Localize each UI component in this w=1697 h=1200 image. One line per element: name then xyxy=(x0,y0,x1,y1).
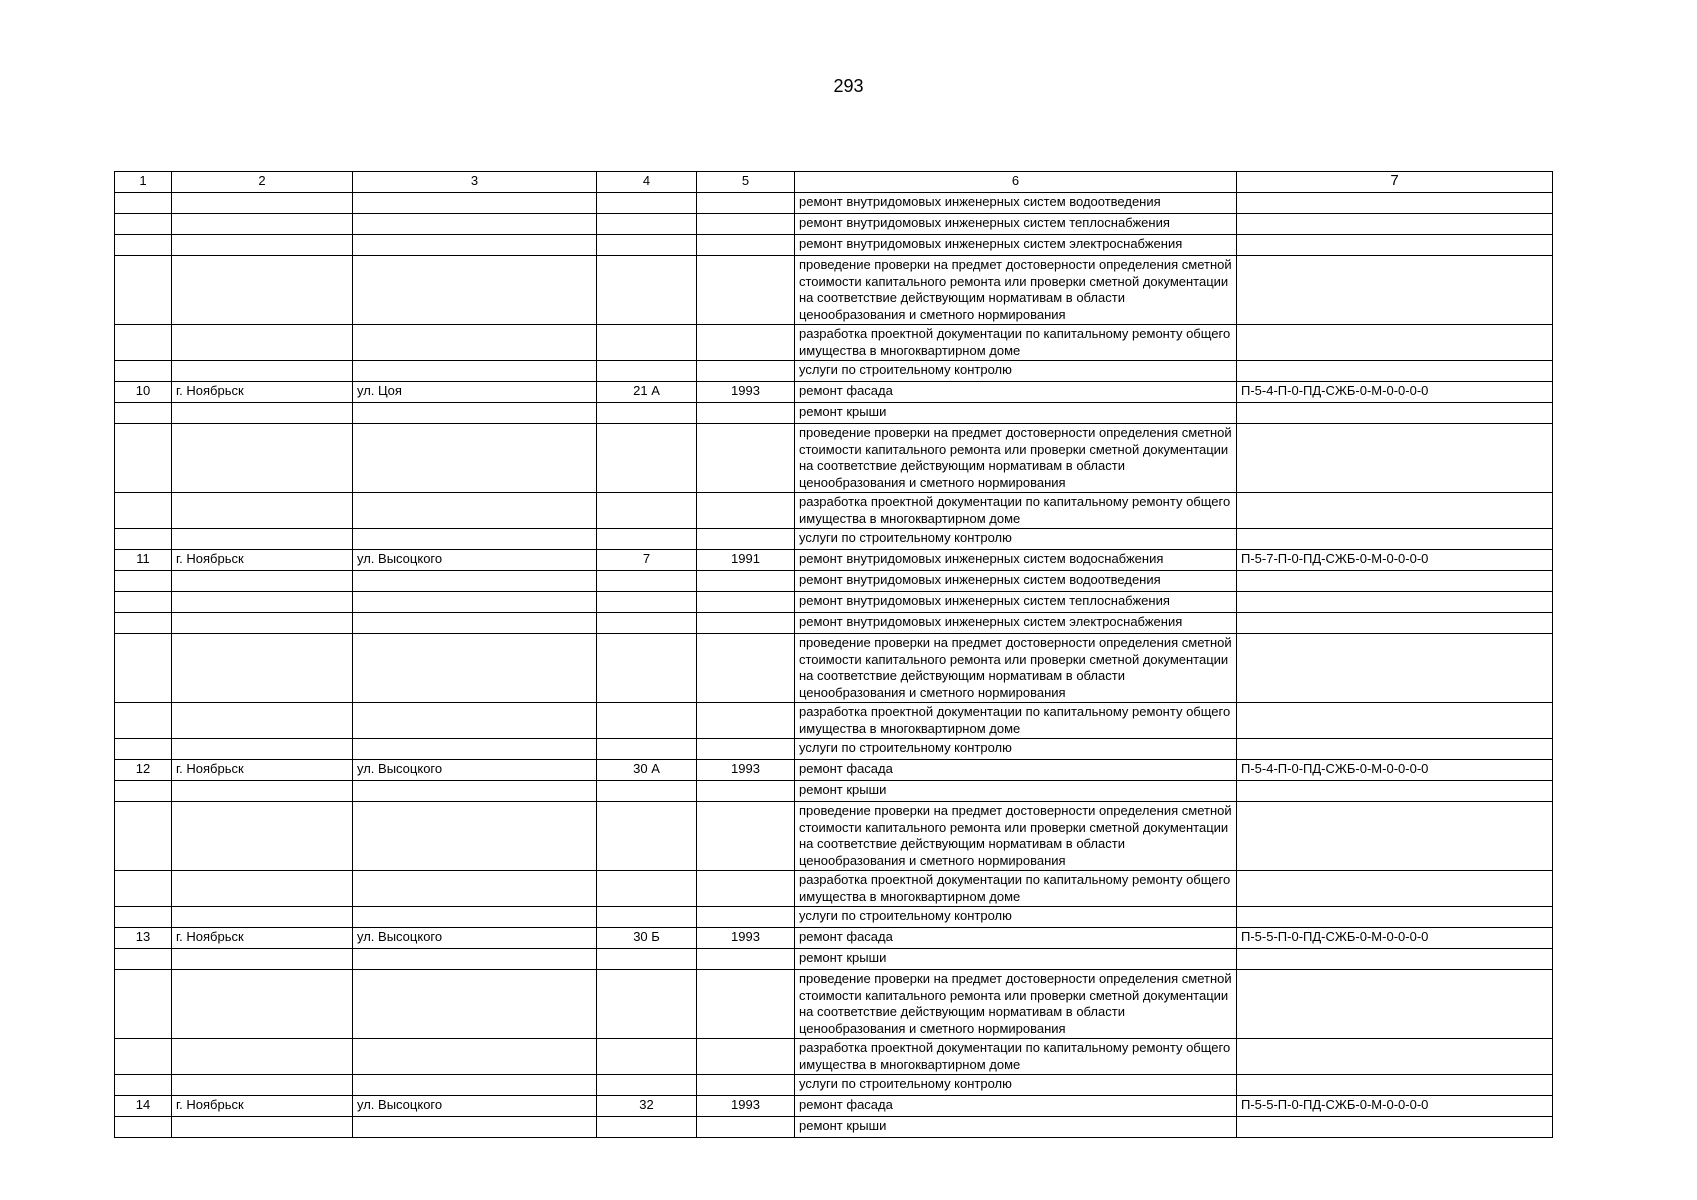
row-number-cell xyxy=(115,235,172,256)
city-cell xyxy=(172,325,353,361)
table-row xyxy=(115,1096,1553,1117)
city-cell: г. Ноябрьск xyxy=(172,1096,353,1117)
city-cell xyxy=(172,235,353,256)
work-type-cell: услуги по строительному контролю xyxy=(795,739,1237,760)
row-number-cell xyxy=(115,1075,172,1096)
column-header: 4 xyxy=(597,172,697,193)
table-row xyxy=(115,1117,1553,1138)
year-cell xyxy=(697,1117,795,1138)
house-number-cell xyxy=(597,781,697,802)
table-row xyxy=(115,970,1553,1039)
street-cell xyxy=(353,214,597,235)
house-number-cell xyxy=(597,634,697,703)
city-cell xyxy=(172,592,353,613)
work-type-cell: ремонт фасада xyxy=(795,760,1237,781)
object-code-cell xyxy=(1237,592,1553,613)
object-code-cell xyxy=(1237,1039,1553,1075)
row-number-cell xyxy=(115,571,172,592)
city-cell xyxy=(172,403,353,424)
house-number-cell xyxy=(597,613,697,634)
object-code-cell xyxy=(1237,871,1553,907)
street-cell xyxy=(353,1117,597,1138)
row-number-cell xyxy=(115,970,172,1039)
house-number-cell xyxy=(597,703,697,739)
city-cell xyxy=(172,361,353,382)
row-number-cell xyxy=(115,403,172,424)
object-code-cell xyxy=(1237,703,1553,739)
table-row xyxy=(115,1039,1553,1075)
house-number-cell: 30 Б xyxy=(597,928,697,949)
work-type-cell: ремонт внутридомовых инженерных систем водоотведения xyxy=(795,193,1237,214)
year-cell xyxy=(697,325,795,361)
table-body xyxy=(115,172,1553,1138)
year-cell xyxy=(697,949,795,970)
object-code-cell: П-5-4-П-0-ПД-СЖБ-0-М-0-0-0-0 xyxy=(1237,382,1553,403)
row-number-cell xyxy=(115,871,172,907)
table-row xyxy=(115,325,1553,361)
work-type-cell: ремонт крыши xyxy=(795,949,1237,970)
house-number-cell: 21 А xyxy=(597,382,697,403)
row-number-cell xyxy=(115,1039,172,1075)
work-type-cell: разработка проектной документации по капитальному ремонту общего имущества в многоквартирном доме xyxy=(795,493,1237,529)
row-number-cell xyxy=(115,214,172,235)
house-number-cell: 30 А xyxy=(597,760,697,781)
object-code-cell xyxy=(1237,802,1553,871)
house-number-cell xyxy=(597,739,697,760)
year-cell xyxy=(697,256,795,325)
work-type-cell: услуги по строительному контролю xyxy=(795,361,1237,382)
object-code-cell xyxy=(1237,193,1553,214)
row-number-cell xyxy=(115,802,172,871)
work-type-cell: ремонт внутридомовых инженерных систем электроснабжения xyxy=(795,613,1237,634)
row-number-cell xyxy=(115,739,172,760)
house-number-cell xyxy=(597,1039,697,1075)
row-number-cell xyxy=(115,493,172,529)
city-cell xyxy=(172,193,353,214)
street-cell xyxy=(353,949,597,970)
table-row xyxy=(115,550,1553,571)
column-header: 2 xyxy=(172,172,353,193)
year-cell xyxy=(697,613,795,634)
street-cell xyxy=(353,739,597,760)
table-row xyxy=(115,235,1553,256)
table-row xyxy=(115,256,1553,325)
year-cell xyxy=(697,571,795,592)
house-number-cell xyxy=(597,256,697,325)
object-code-cell xyxy=(1237,613,1553,634)
work-type-cell: ремонт внутридомовых инженерных систем теплоснабжения xyxy=(795,592,1237,613)
column-header: 7 xyxy=(1237,172,1553,193)
city-cell xyxy=(172,571,353,592)
house-number-cell xyxy=(597,970,697,1039)
table-row xyxy=(115,1075,1553,1096)
year-cell xyxy=(697,235,795,256)
table-row xyxy=(115,907,1553,928)
house-number-cell xyxy=(597,193,697,214)
street-cell xyxy=(353,871,597,907)
table-row xyxy=(115,781,1553,802)
object-code-cell: П-5-4-П-0-ПД-СЖБ-0-М-0-0-0-0 xyxy=(1237,760,1553,781)
column-header: 1 xyxy=(115,172,172,193)
object-code-cell xyxy=(1237,949,1553,970)
street-cell xyxy=(353,361,597,382)
house-number-cell xyxy=(597,571,697,592)
city-cell: г. Ноябрьск xyxy=(172,928,353,949)
object-code-cell xyxy=(1237,571,1553,592)
city-cell xyxy=(172,634,353,703)
object-code-cell xyxy=(1237,634,1553,703)
row-number-cell: 13 xyxy=(115,928,172,949)
house-number-cell: 7 xyxy=(597,550,697,571)
city-cell xyxy=(172,781,353,802)
object-code-cell xyxy=(1237,970,1553,1039)
work-type-cell: проведение проверки на предмет достоверности определения сметной стоимости капитального ремонта или проверки сметной документации на соответствие действующим нормативам в области ценообразования и сметного нормирования xyxy=(795,424,1237,493)
object-code-cell: П-5-5-П-0-ПД-СЖБ-0-М-0-0-0-0 xyxy=(1237,1096,1553,1117)
object-code-cell xyxy=(1237,781,1553,802)
work-type-cell: ремонт внутридомовых инженерных систем теплоснабжения xyxy=(795,214,1237,235)
house-number-cell xyxy=(597,871,697,907)
year-cell xyxy=(697,592,795,613)
street-cell xyxy=(353,424,597,493)
work-type-cell: услуги по строительному контролю xyxy=(795,907,1237,928)
city-cell xyxy=(172,949,353,970)
house-number-cell xyxy=(597,529,697,550)
year-cell xyxy=(697,907,795,928)
repair-works-table xyxy=(114,171,1553,1138)
year-cell xyxy=(697,781,795,802)
object-code-cell xyxy=(1237,214,1553,235)
city-cell xyxy=(172,256,353,325)
year-cell xyxy=(697,1039,795,1075)
house-number-cell xyxy=(597,235,697,256)
work-type-cell: разработка проектной документации по капитальному ремонту общего имущества в многоквартирном доме xyxy=(795,325,1237,361)
table-row xyxy=(115,760,1553,781)
house-number-cell xyxy=(597,1075,697,1096)
table-row xyxy=(115,529,1553,550)
city-cell: г. Ноябрьск xyxy=(172,382,353,403)
street-cell xyxy=(353,592,597,613)
year-cell xyxy=(697,634,795,703)
street-cell xyxy=(353,781,597,802)
street-cell xyxy=(353,1075,597,1096)
year-cell xyxy=(697,361,795,382)
house-number-cell xyxy=(597,1117,697,1138)
row-number-cell xyxy=(115,592,172,613)
city-cell xyxy=(172,1039,353,1075)
column-header: 5 xyxy=(697,172,795,193)
table-header-row xyxy=(115,172,1553,193)
work-type-cell: проведение проверки на предмет достоверности определения сметной стоимости капитального ремонта или проверки сметной документации на соответствие действующим нормативам в области ценообразования и сметного нормирования xyxy=(795,970,1237,1039)
year-cell xyxy=(697,802,795,871)
row-number-cell xyxy=(115,781,172,802)
table-row xyxy=(115,592,1553,613)
row-number-cell xyxy=(115,424,172,493)
street-cell xyxy=(353,493,597,529)
year-cell: 1993 xyxy=(697,928,795,949)
work-type-cell: проведение проверки на предмет достоверности определения сметной стоимости капитального ремонта или проверки сметной документации на соответствие действующим нормативам в области ценообразования и сметного нормирования xyxy=(795,256,1237,325)
year-cell xyxy=(697,193,795,214)
table-row xyxy=(115,424,1553,493)
table-row xyxy=(115,802,1553,871)
work-type-cell: ремонт крыши xyxy=(795,403,1237,424)
table-row xyxy=(115,361,1553,382)
object-code-cell xyxy=(1237,493,1553,529)
object-code-cell xyxy=(1237,235,1553,256)
city-cell xyxy=(172,907,353,928)
object-code-cell xyxy=(1237,361,1553,382)
row-number-cell: 10 xyxy=(115,382,172,403)
street-cell xyxy=(353,571,597,592)
city-cell xyxy=(172,1117,353,1138)
year-cell: 1991 xyxy=(697,550,795,571)
year-cell: 1993 xyxy=(697,760,795,781)
city-cell xyxy=(172,871,353,907)
object-code-cell xyxy=(1237,739,1553,760)
street-cell: ул. Цоя xyxy=(353,382,597,403)
street-cell xyxy=(353,1039,597,1075)
row-number-cell xyxy=(115,529,172,550)
work-type-cell: ремонт фасада xyxy=(795,1096,1237,1117)
house-number-cell xyxy=(597,493,697,529)
work-type-cell: проведение проверки на предмет достоверности определения сметной стоимости капитального ремонта или проверки сметной документации на соответствие действующим нормативам в области ценообразования и сметного нормирования xyxy=(795,802,1237,871)
year-cell xyxy=(697,403,795,424)
city-cell xyxy=(172,613,353,634)
street-cell xyxy=(353,703,597,739)
table-row xyxy=(115,871,1553,907)
city-cell xyxy=(172,802,353,871)
house-number-cell xyxy=(597,361,697,382)
table-row xyxy=(115,571,1553,592)
object-code-cell xyxy=(1237,403,1553,424)
year-cell xyxy=(697,871,795,907)
row-number-cell xyxy=(115,907,172,928)
table-row xyxy=(115,214,1553,235)
house-number-cell xyxy=(597,802,697,871)
city-cell: г. Ноябрьск xyxy=(172,550,353,571)
table-row xyxy=(115,382,1553,403)
street-cell: ул. Высоцкого xyxy=(353,1096,597,1117)
work-type-cell: проведение проверки на предмет достоверности определения сметной стоимости капитального ремонта или проверки сметной документации на соответствие действующим нормативам в области ценообразования и сметного нормирования xyxy=(795,634,1237,703)
year-cell xyxy=(697,529,795,550)
house-number-cell xyxy=(597,325,697,361)
object-code-cell xyxy=(1237,1075,1553,1096)
row-number-cell xyxy=(115,256,172,325)
year-cell: 1993 xyxy=(697,382,795,403)
year-cell xyxy=(697,424,795,493)
year-cell xyxy=(697,214,795,235)
street-cell xyxy=(353,634,597,703)
street-cell xyxy=(353,256,597,325)
work-type-cell: услуги по строительному контролю xyxy=(795,529,1237,550)
table-row xyxy=(115,403,1553,424)
object-code-cell xyxy=(1237,256,1553,325)
city-cell xyxy=(172,424,353,493)
street-cell: ул. Высоцкого xyxy=(353,550,597,571)
object-code-cell: П-5-7-П-0-ПД-СЖБ-0-М-0-0-0-0 xyxy=(1237,550,1553,571)
table-row xyxy=(115,193,1553,214)
table-row xyxy=(115,613,1553,634)
street-cell xyxy=(353,235,597,256)
work-type-cell: ремонт внутридомовых инженерных систем водоотведения xyxy=(795,571,1237,592)
work-type-cell: разработка проектной документации по капитальному ремонту общего имущества в многоквартирном доме xyxy=(795,1039,1237,1075)
column-header: 3 xyxy=(353,172,597,193)
city-cell xyxy=(172,703,353,739)
house-number-cell xyxy=(597,214,697,235)
year-cell xyxy=(697,739,795,760)
street-cell xyxy=(353,529,597,550)
city-cell xyxy=(172,739,353,760)
street-cell xyxy=(353,325,597,361)
year-cell xyxy=(697,970,795,1039)
street-cell xyxy=(353,970,597,1039)
page-number: 293 xyxy=(833,76,864,96)
row-number-cell: 11 xyxy=(115,550,172,571)
street-cell xyxy=(353,802,597,871)
year-cell xyxy=(697,703,795,739)
street-cell xyxy=(353,403,597,424)
house-number-cell xyxy=(597,403,697,424)
row-number-cell: 12 xyxy=(115,760,172,781)
street-cell: ул. Высоцкого xyxy=(353,760,597,781)
street-cell xyxy=(353,193,597,214)
year-cell xyxy=(697,1075,795,1096)
row-number-cell xyxy=(115,1117,172,1138)
city-cell xyxy=(172,1075,353,1096)
city-cell: г. Ноябрьск xyxy=(172,760,353,781)
object-code-cell xyxy=(1237,424,1553,493)
table-row xyxy=(115,949,1553,970)
city-cell xyxy=(172,493,353,529)
row-number-cell xyxy=(115,634,172,703)
work-type-cell: разработка проектной документации по капитальному ремонту общего имущества в многоквартирном доме xyxy=(795,703,1237,739)
city-cell xyxy=(172,529,353,550)
street-cell: ул. Высоцкого xyxy=(353,928,597,949)
object-code-cell: П-5-5-П-0-ПД-СЖБ-0-М-0-0-0-0 xyxy=(1237,928,1553,949)
object-code-cell xyxy=(1237,325,1553,361)
house-number-cell xyxy=(597,424,697,493)
column-header: 6 xyxy=(795,172,1237,193)
work-type-cell: ремонт крыши xyxy=(795,781,1237,802)
work-type-cell: ремонт внутридомовых инженерных систем водоснабжения xyxy=(795,550,1237,571)
house-number-cell xyxy=(597,907,697,928)
object-code-cell xyxy=(1237,529,1553,550)
table-row xyxy=(115,739,1553,760)
row-number-cell xyxy=(115,325,172,361)
work-type-cell: ремонт крыши xyxy=(795,1117,1237,1138)
work-type-cell: ремонт фасада xyxy=(795,382,1237,403)
table-row xyxy=(115,493,1553,529)
table-row xyxy=(115,703,1553,739)
street-cell xyxy=(353,907,597,928)
year-cell: 1993 xyxy=(697,1096,795,1117)
row-number-cell xyxy=(115,613,172,634)
work-type-cell: разработка проектной документации по капитальному ремонту общего имущества в многоквартирном доме xyxy=(795,871,1237,907)
work-type-cell: ремонт фасада xyxy=(795,928,1237,949)
work-type-cell: ремонт внутридомовых инженерных систем электроснабжения xyxy=(795,235,1237,256)
city-cell xyxy=(172,970,353,1039)
city-cell xyxy=(172,214,353,235)
house-number-cell xyxy=(597,949,697,970)
work-type-cell: услуги по строительному контролю xyxy=(795,1075,1237,1096)
row-number-cell xyxy=(115,949,172,970)
row-number-cell xyxy=(115,361,172,382)
house-number-cell xyxy=(597,592,697,613)
row-number-cell: 14 xyxy=(115,1096,172,1117)
object-code-cell xyxy=(1237,907,1553,928)
table-row xyxy=(115,928,1553,949)
table-row xyxy=(115,634,1553,703)
object-code-cell xyxy=(1237,1117,1553,1138)
house-number-cell: 32 xyxy=(597,1096,697,1117)
row-number-cell xyxy=(115,193,172,214)
row-number-cell xyxy=(115,703,172,739)
street-cell xyxy=(353,613,597,634)
year-cell xyxy=(697,493,795,529)
